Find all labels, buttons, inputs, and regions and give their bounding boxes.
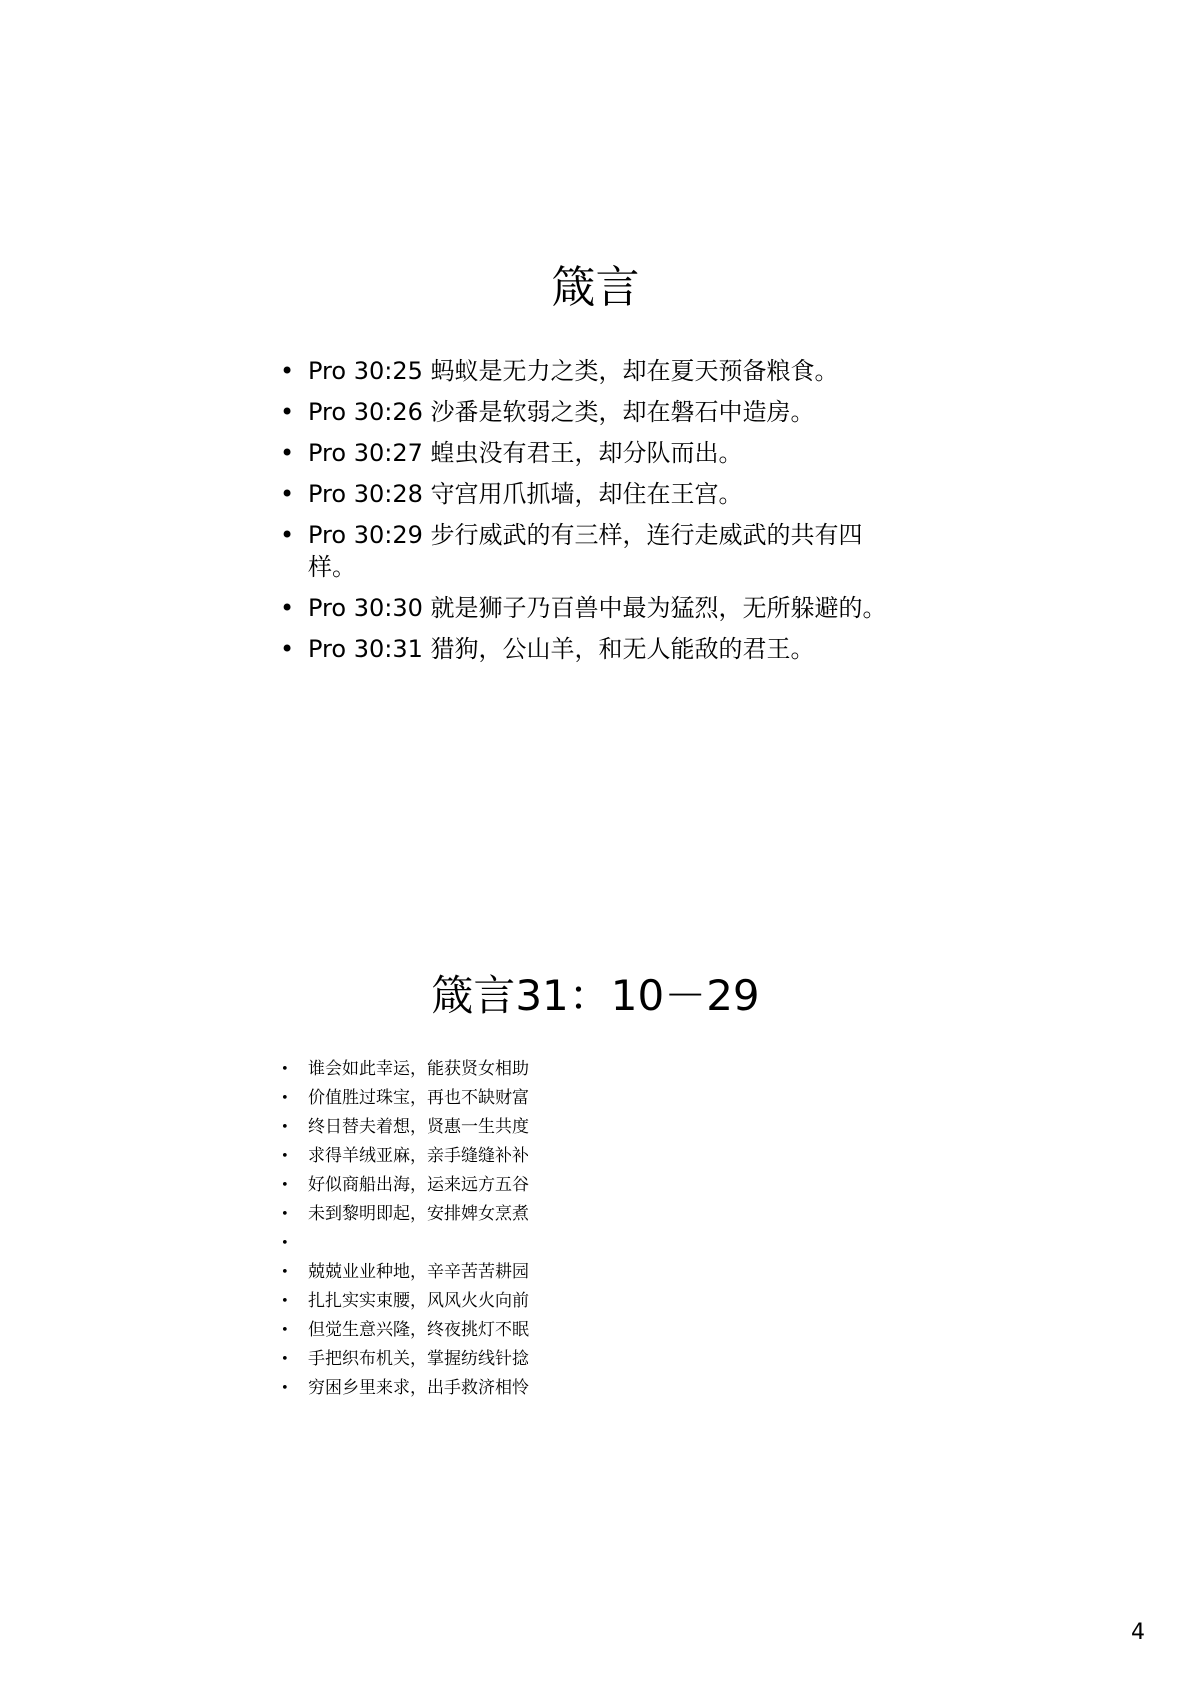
bullet-item: • 扎扎实实束腰，风风火火向前 xyxy=(278,1287,878,1316)
bullet-item: • Pro 30:28 守宫用爪抓墙，却住在王宫。 xyxy=(278,478,910,510)
bullet-item: • Pro 30:31 猎狗，公山羊，和无人能敌的君王。 xyxy=(278,633,910,665)
bullet-item: • 但觉生意兴隆，终夜挑灯不眠 xyxy=(278,1316,878,1345)
bullet-list xyxy=(278,1055,878,1403)
bullet-item: • 穷困乡里来求，出手救济相怜 xyxy=(278,1374,878,1403)
bullet-item: • Pro 30:29 步行威武的有三样，连行走威武的共有四样。 xyxy=(278,519,910,583)
bullet-item: • 求得羊绒亚麻，亲手缝缝补补 xyxy=(278,1142,878,1171)
bullet-item: • 价值胜过珠宝，再也不缺财富 xyxy=(278,1084,878,1113)
bullet-item: • 未到黎明即起，安排婢女烹煮 xyxy=(278,1200,878,1229)
slide-proverbs-31 xyxy=(0,842,1191,1684)
bullet-item: • 手把织布机关，掌握纺线针捻 xyxy=(278,1345,878,1374)
slide-title: 箴言 xyxy=(551,262,640,313)
slide-title: 箴言31：10－29 xyxy=(431,971,760,1020)
bullet-item: • 兢兢业业种地，辛辛苦苦耕园 xyxy=(278,1258,878,1287)
bullet-item: • Pro 30:27 蝗虫没有君王，却分队而出。 xyxy=(278,437,910,469)
bullet-item: • Pro 30:26 沙番是软弱之类，却在磐石中造房。 xyxy=(278,396,910,428)
page-number: 4 xyxy=(1131,1620,1145,1645)
bullet-item: • 好似商船出海，运来远方五谷 xyxy=(278,1171,878,1200)
bullet-item-empty xyxy=(278,1229,878,1258)
bullet-item: • 谁会如此幸运，能获贤女相助 xyxy=(278,1055,878,1084)
bullet-item: • Pro 30:25 蚂蚁是无力之类，却在夏天预备粮食。 xyxy=(278,355,910,387)
bullet-item: • Pro 30:30 就是狮子乃百兽中最为猛烈，无所躲避的。 xyxy=(278,592,910,624)
bullet-item: • 终日替夫着想，贤惠一生共度 xyxy=(278,1113,878,1142)
bullet-list xyxy=(278,355,910,674)
